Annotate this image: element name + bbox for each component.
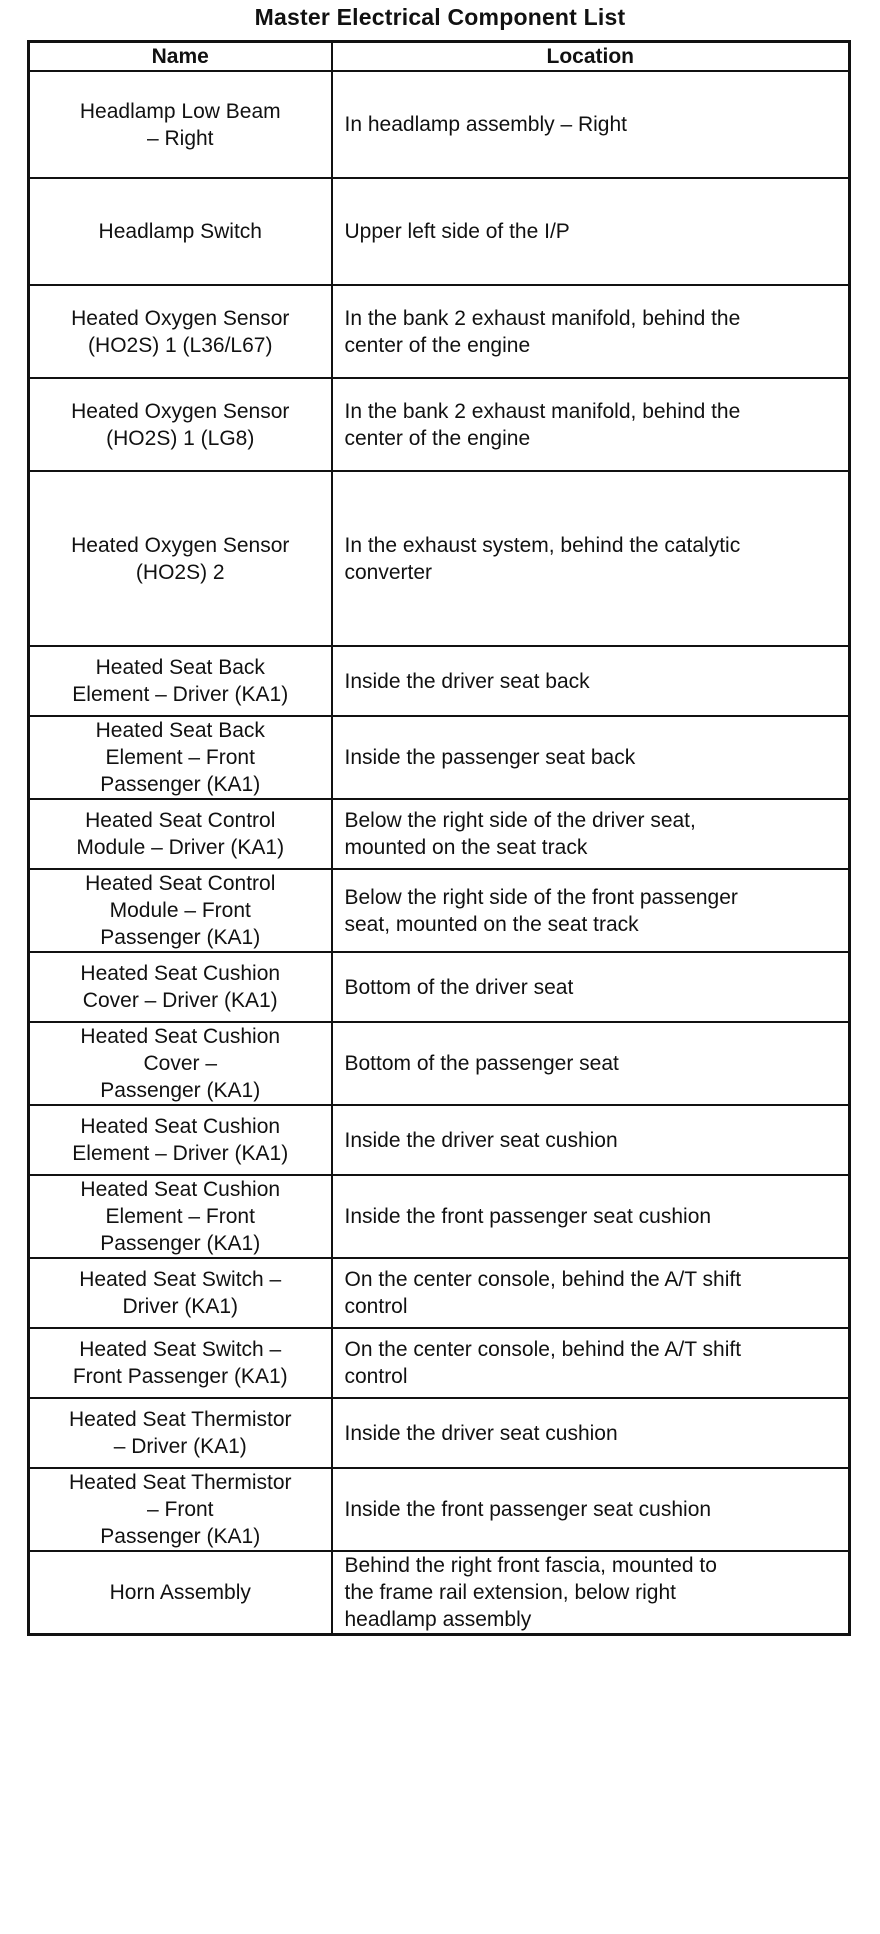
component-name-cell: Heated Seat Back Element – Driver (KA1) xyxy=(29,646,332,716)
table-header-row xyxy=(29,42,850,72)
component-name-cell: Heated Seat Back Element – Front Passenger (KA1) xyxy=(29,716,332,799)
table-row xyxy=(29,178,850,285)
component-name-cell: Headlamp Switch xyxy=(29,178,332,285)
component-location-cell: Inside the driver seat cushion xyxy=(332,1398,850,1468)
component-name-cell: Heated Oxygen Sensor (HO2S) 1 (L36/L67) xyxy=(29,285,332,378)
component-location-cell: In the exhaust system, behind the catalytic converter xyxy=(332,471,850,646)
table-row xyxy=(29,471,850,646)
component-name-cell: Heated Seat Switch – Driver (KA1) xyxy=(29,1258,332,1328)
component-location-cell: Inside the driver seat cushion xyxy=(332,1105,850,1175)
component-name-cell: Heated Seat Cushion Cover – Passenger (KA1) xyxy=(29,1022,332,1105)
table-row xyxy=(29,869,850,952)
component-location-cell: Bottom of the passenger seat xyxy=(332,1022,850,1105)
component-name-cell: Heated Oxygen Sensor (HO2S) 2 xyxy=(29,471,332,646)
table-row xyxy=(29,1551,850,1635)
component-name-cell: Heated Seat Thermistor – Front Passenger (KA1) xyxy=(29,1468,332,1551)
table-row xyxy=(29,71,850,178)
table-row xyxy=(29,1258,850,1328)
component-name-cell: Heated Seat Cushion Element – Driver (KA1) xyxy=(29,1105,332,1175)
component-location-cell: In the bank 2 exhaust manifold, behind the center of the engine xyxy=(332,285,850,378)
component-location-cell: Below the right side of the front passenger seat, mounted on the seat track xyxy=(332,869,850,952)
component-name-cell: Heated Seat Cushion Element – Front Passenger (KA1) xyxy=(29,1175,332,1258)
table-row xyxy=(29,1398,850,1468)
component-name-cell: Heated Oxygen Sensor (HO2S) 1 (LG8) xyxy=(29,378,332,471)
component-name-cell: Heated Seat Switch – Front Passenger (KA1) xyxy=(29,1328,332,1398)
component-location-cell: Upper left side of the I/P xyxy=(332,178,850,285)
component-name-cell: Heated Seat Thermistor – Driver (KA1) xyxy=(29,1398,332,1468)
table-row xyxy=(29,646,850,716)
table-row xyxy=(29,1328,850,1398)
table-row xyxy=(29,1105,850,1175)
component-location-cell: Below the right side of the driver seat, mounted on the seat track xyxy=(332,799,850,869)
column-header-name: Name xyxy=(29,42,332,72)
table-row xyxy=(29,1175,850,1258)
component-location-cell: On the center console, behind the A/T shift control xyxy=(332,1258,850,1328)
component-location-cell: Inside the front passenger seat cushion xyxy=(332,1468,850,1551)
table-row xyxy=(29,378,850,471)
table-row xyxy=(29,799,850,869)
table-row xyxy=(29,1468,850,1551)
component-location-cell: On the center console, behind the A/T shift control xyxy=(332,1328,850,1398)
component-name-cell: Horn Assembly xyxy=(29,1551,332,1635)
component-location-cell: Inside the front passenger seat cushion xyxy=(332,1175,850,1258)
component-location-cell: Inside the driver seat back xyxy=(332,646,850,716)
component-location-cell: In headlamp assembly – Right xyxy=(332,71,850,178)
component-location-cell: Behind the right front fascia, mounted to the frame rail extension, below right headlamp assembly xyxy=(332,1551,850,1635)
component-name-cell: Heated Seat Control Module – Front Passenger (KA1) xyxy=(29,869,332,952)
table-body xyxy=(29,71,850,1635)
component-name-cell: Heated Seat Control Module – Driver (KA1) xyxy=(29,799,332,869)
page-title: Master Electrical Component List xyxy=(254,4,626,30)
component-location-cell: Inside the passenger seat back xyxy=(332,716,850,799)
component-name-cell: Heated Seat Cushion Cover – Driver (KA1) xyxy=(29,952,332,1022)
component-location-cell: Bottom of the driver seat xyxy=(332,952,850,1022)
table-row xyxy=(29,716,850,799)
table-row xyxy=(29,952,850,1022)
table-row xyxy=(29,285,850,378)
component-table xyxy=(27,40,851,1636)
column-header-location: Location xyxy=(332,42,850,72)
component-location-cell: In the bank 2 exhaust manifold, behind the center of the engine xyxy=(332,378,850,471)
component-name-cell: Headlamp Low Beam – Right xyxy=(29,71,332,178)
table-row xyxy=(29,1022,850,1105)
